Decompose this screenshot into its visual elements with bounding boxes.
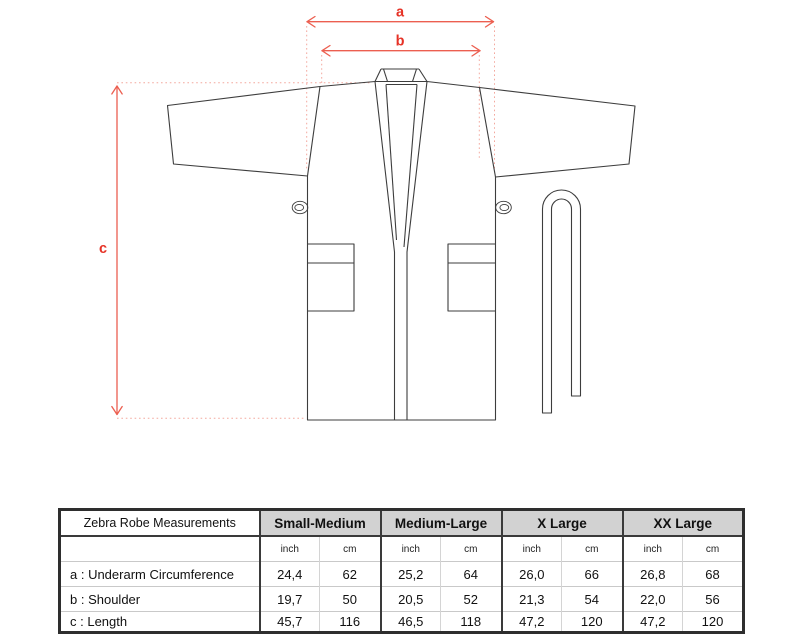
value-cell: 22,0 (623, 587, 683, 612)
robe-body (308, 176, 496, 420)
value-cell: 64 (441, 562, 502, 587)
left-sleeve (168, 87, 321, 177)
table-unit-row (60, 536, 744, 562)
right-sleeve (480, 88, 636, 178)
unit-label-inch: inch (623, 536, 683, 562)
table-header-row (60, 510, 744, 537)
robe-collar (375, 69, 427, 85)
value-cell: 50 (320, 587, 381, 612)
value-cell: 54 (562, 587, 623, 612)
value-cell: 47,2 (502, 612, 562, 633)
unit-label-inch: inch (260, 536, 320, 562)
table-title: Zebra Robe Measurements (60, 510, 260, 537)
size-header-medium-large: Medium-Large (381, 510, 502, 537)
table-row-shoulder (60, 587, 744, 612)
size-header-x-large: X Large (502, 510, 623, 537)
left-pocket (308, 244, 355, 311)
belt-tie (543, 190, 581, 413)
dimension-b-label: b (395, 33, 405, 50)
value-cell: 46,5 (381, 612, 441, 633)
value-cell: 47,2 (623, 612, 683, 633)
dimension-a-label: a (395, 4, 405, 21)
unit-label-cm: cm (320, 536, 381, 562)
left-belt-loop (292, 201, 308, 213)
table-row-underarm (60, 562, 744, 587)
value-cell: 120 (562, 612, 623, 633)
size-header-xx-large: XX Large (623, 510, 744, 537)
row-label-underarm: a : Underarm Circumference (60, 562, 260, 587)
size-header-small-medium: Small-Medium (260, 510, 381, 537)
value-cell: 26,0 (502, 562, 562, 587)
dotted-guide-lines (117, 26, 495, 418)
value-cell: 19,7 (260, 587, 320, 612)
value-cell: 56 (683, 587, 744, 612)
value-cell: 20,5 (381, 587, 441, 612)
value-cell: 62 (320, 562, 381, 587)
front-lapels (375, 82, 427, 421)
right-pocket (448, 244, 496, 311)
value-cell: 118 (441, 612, 502, 633)
unit-row-spacer (60, 536, 260, 562)
measurements-table (58, 508, 745, 634)
value-cell: 26,8 (623, 562, 683, 587)
value-cell: 66 (562, 562, 623, 587)
row-label-shoulder: b : Shoulder (60, 587, 260, 612)
unit-label-inch: inch (381, 536, 441, 562)
value-cell: 52 (441, 587, 502, 612)
value-cell: 68 (683, 562, 744, 587)
unit-label-cm: cm (683, 536, 744, 562)
value-cell: 45,7 (260, 612, 320, 633)
row-label-length: c : Length (60, 612, 260, 633)
value-cell: 21,3 (502, 587, 562, 612)
unit-label-cm: cm (441, 536, 502, 562)
value-cell: 24,4 (260, 562, 320, 587)
table-row-length (60, 612, 744, 633)
value-cell: 25,2 (381, 562, 441, 587)
unit-label-cm: cm (562, 536, 623, 562)
right-shoulder-line (427, 82, 480, 88)
dimension-c-arrow (112, 86, 122, 415)
unit-label-inch: inch (502, 536, 562, 562)
dimension-c-label: c (98, 241, 108, 257)
value-cell: 120 (683, 612, 744, 633)
right-belt-loop (496, 201, 512, 213)
value-cell: 116 (320, 612, 381, 633)
